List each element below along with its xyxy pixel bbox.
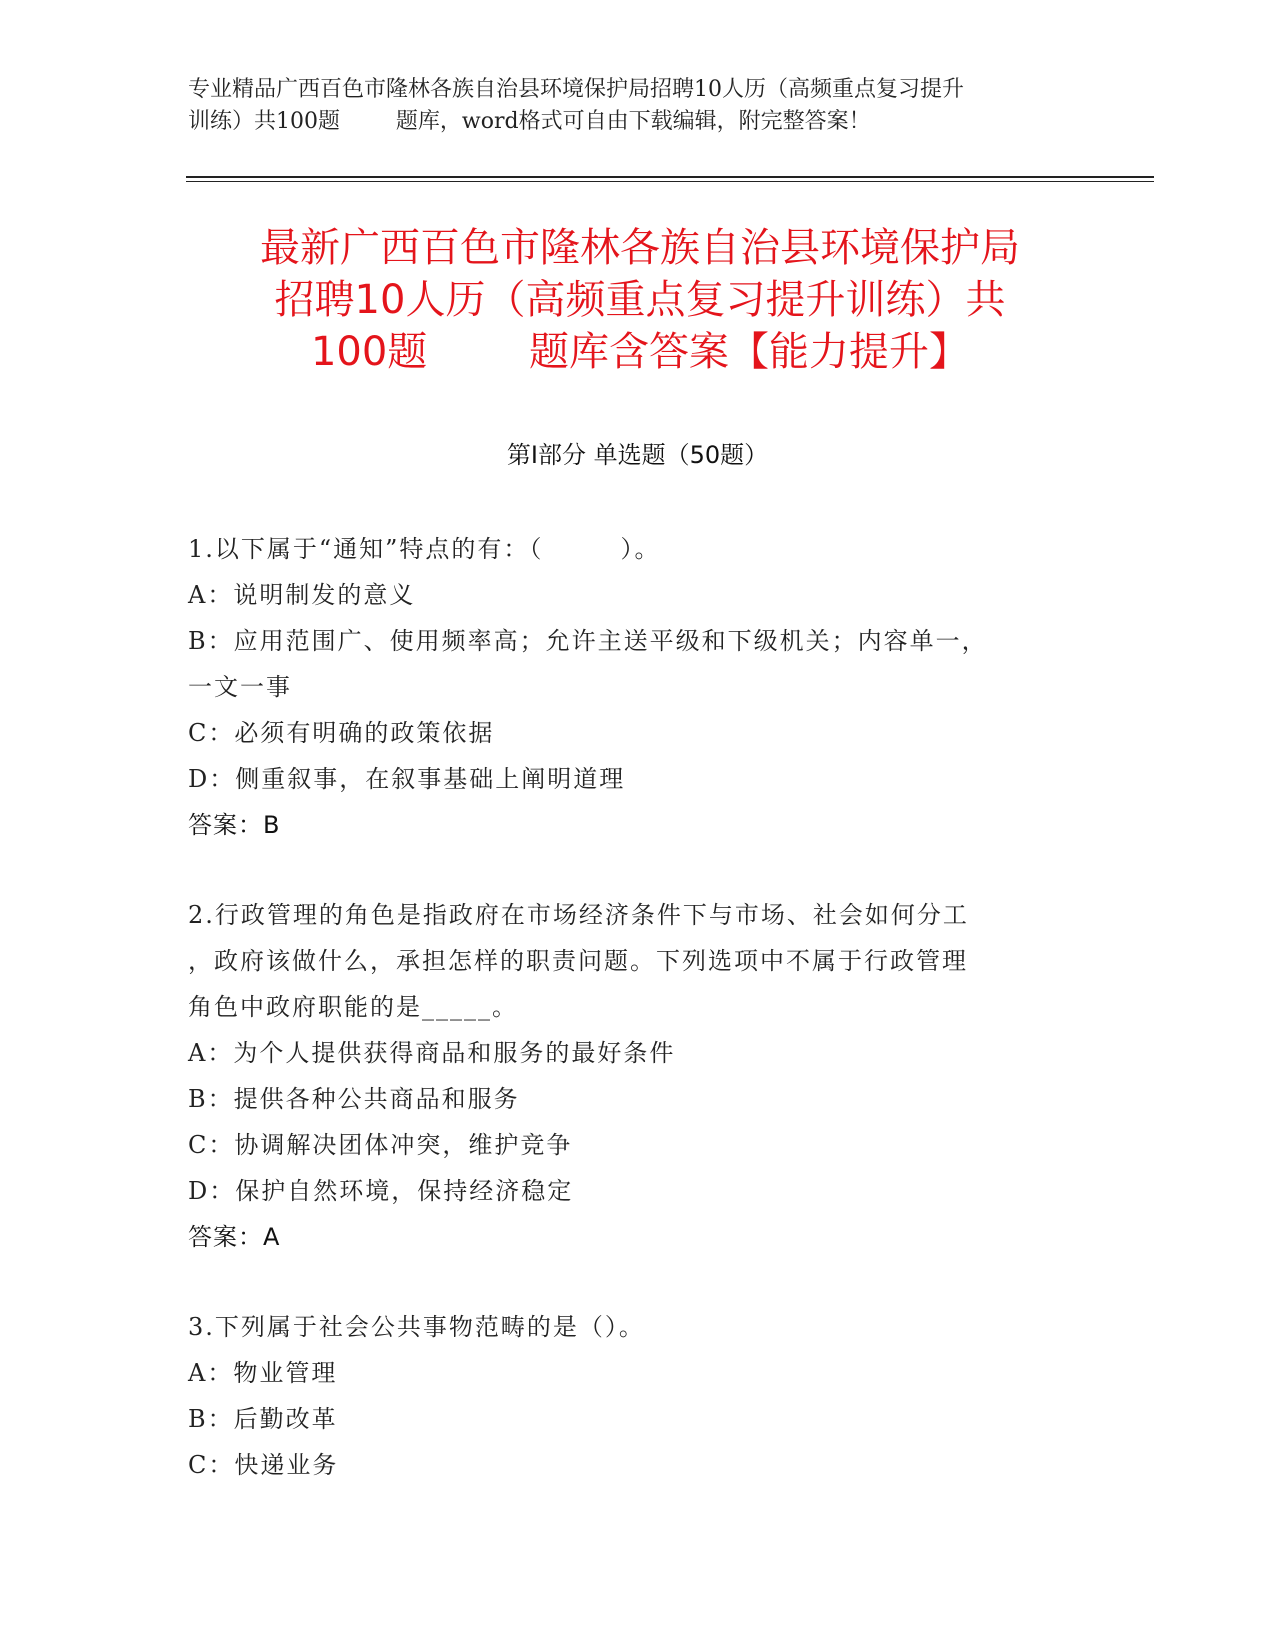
- answer-option: A：为个人提供获得商品和服务的最好条件: [188, 1039, 676, 1067]
- question-3: [188, 1304, 1068, 1488]
- title-line-1: 最新广西百色市隆林各族自治县环境保护局: [260, 225, 1020, 271]
- answer-option: D：保护自然环境，保持经济稳定: [188, 1177, 574, 1205]
- question-1: [188, 526, 1068, 848]
- header-divider-thin: [186, 181, 1154, 182]
- answer-option: A：说明制发的意义: [188, 581, 416, 609]
- question-stem-line: 2.行政管理的角色是指政府在市场经济条件下与市场、社会如何分工: [188, 901, 969, 929]
- header-note-line-1: 专业精品广西百色市隆林各族自治县环境保护局招聘10人历（高频重点复习提升: [188, 77, 964, 102]
- answer-option: 一文一事: [188, 673, 292, 701]
- title-line-3: 100题 题库含答案【能力提升】: [310, 329, 970, 375]
- answer-key: 答案：B: [188, 811, 281, 839]
- header-divider-thick: [186, 176, 1154, 178]
- answer-option: C：协调解决团体冲突，维护竞争: [188, 1131, 573, 1159]
- question-list: [188, 526, 1068, 1488]
- answer-option: A：物业管理: [188, 1359, 338, 1387]
- answer-option: C：快递业务: [188, 1451, 339, 1479]
- answer-option: C：必须有明确的政策依据: [188, 719, 495, 747]
- answer-key: 答案：A: [188, 1223, 281, 1251]
- header-note-line-2: 训练）共100题 题库，word格式可自由下载编辑，附完整答案！: [188, 109, 871, 134]
- question-stem-line: ，政府该做什么，承担怎样的职责问题。下列选项中不属于行政管理: [188, 947, 968, 975]
- question-stem-line: 角色中政府职能的是_____。: [188, 993, 518, 1021]
- question-stem-line: 3.下列属于社会公共事物范畴的是（）。: [188, 1313, 645, 1341]
- answer-option: B：应用范围广、使用频率高；允许主送平级和下级机关；内容单一，: [188, 627, 988, 655]
- answer-option: D：侧重叙事，在叙事基础上阐明道理: [188, 765, 626, 793]
- header-note: [188, 74, 1088, 138]
- question-2: [188, 892, 1068, 1260]
- title-line-2: 招聘10人历（高频重点复习提升训练）共: [274, 277, 1006, 323]
- answer-option: B：后勤改革: [188, 1405, 338, 1433]
- section-heading: 第Ⅰ部分 单选题（50题）: [506, 441, 769, 469]
- document-title: [160, 222, 1120, 378]
- question-stem-line: 1.以下属于“通知”特点的有：（ ）。: [188, 535, 661, 563]
- answer-option: B：提供各种公共商品和服务: [188, 1085, 520, 1113]
